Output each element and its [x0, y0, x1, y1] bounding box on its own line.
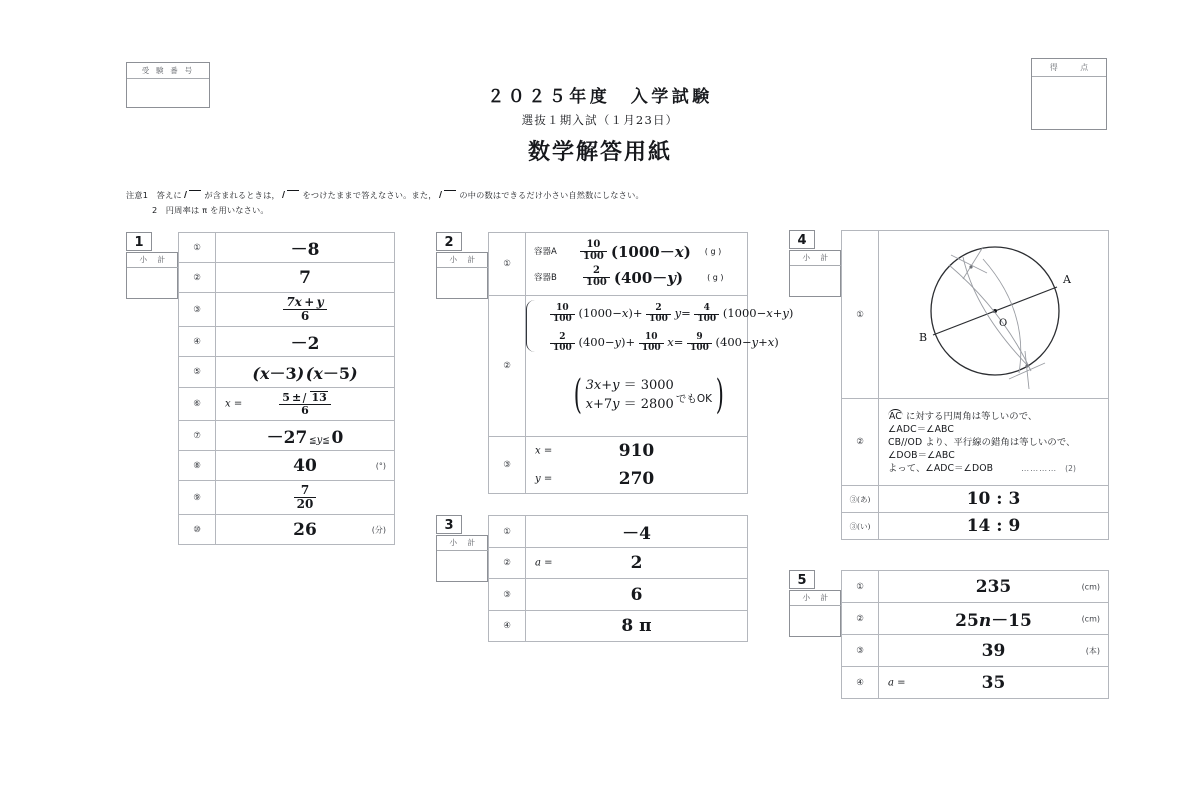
note-1-end: の中の数はできるだけ小さい自然数にしなさい。: [459, 190, 644, 200]
block-4-tag-group: [789, 230, 841, 297]
row-no: ③: [489, 579, 526, 611]
row-no: ⑨: [179, 481, 216, 515]
container-b-line: [534, 264, 747, 290]
row-value[interactable]: [879, 667, 1109, 699]
fraction: $\frac{2}{100}$: [583, 266, 610, 289]
block-3-number: 3: [436, 515, 462, 534]
row-no: ①: [489, 233, 526, 296]
row-no: ②: [489, 296, 526, 437]
table-row[interactable]: [179, 263, 395, 293]
block-1-number: 1: [126, 232, 152, 251]
row-value[interactable]: [216, 481, 395, 515]
row-value[interactable]: －8: [216, 233, 395, 263]
row-value-text: 35: [981, 672, 1006, 693]
row-value-text: 39: [981, 640, 1006, 661]
block-2-tag-group: [436, 232, 488, 299]
label-o: O: [999, 318, 1008, 329]
row-value-text: 26: [293, 519, 317, 540]
block-2-subtotal[interactable]: [436, 252, 488, 299]
equation-system: [526, 296, 794, 436]
note-line-1: [126, 189, 644, 201]
fraction: $\frac{7x + y}{6}$: [283, 296, 326, 323]
table-row[interactable]: [842, 667, 1109, 699]
row-no: ⑥: [179, 388, 216, 421]
fraction: $\frac{2}{100}$: [646, 304, 671, 324]
container-a-expr: (1000－x): [610, 242, 691, 261]
block-1-table: [178, 232, 395, 545]
table-row[interactable]: [179, 388, 395, 421]
fraction: $\frac{10}{100}$: [550, 304, 575, 324]
container-a-line: [534, 238, 747, 264]
table-row[interactable]: [842, 486, 1109, 513]
score-label: 得 点: [1032, 59, 1106, 77]
row-value[interactable]: [526, 233, 748, 296]
row-unit: (本): [1085, 646, 1100, 655]
table-row[interactable]: [489, 233, 748, 296]
label-b: B: [919, 331, 928, 344]
block-4-subtotal[interactable]: [789, 250, 841, 297]
row-value[interactable]: 10 : 3: [879, 486, 1109, 513]
block-5-number: 5: [789, 570, 815, 589]
subtotal-value[interactable]: [790, 266, 842, 296]
y-value: 270: [618, 469, 655, 489]
row-value-text: 235: [975, 576, 1012, 597]
y-answer-line[interactable]: [526, 465, 747, 493]
row-no: ②: [179, 263, 216, 293]
container-b-expr: (400－y): [613, 268, 684, 287]
container-a-unit: ( g ): [704, 246, 722, 256]
subtotal-value[interactable]: [790, 606, 842, 636]
row-value[interactable]: [216, 515, 395, 545]
row-no: ②: [842, 399, 879, 486]
block-4-table: [841, 230, 1109, 540]
row-unit: (cm): [1081, 614, 1100, 623]
row-no: ⑩: [179, 515, 216, 545]
row-unit: (°): [375, 461, 386, 470]
row-value-text: 2: [630, 553, 643, 573]
table-row[interactable]: [179, 451, 395, 481]
paren-open-icon: (: [573, 372, 582, 419]
row-value[interactable]: (x－3) (x－5): [216, 357, 395, 388]
equation-1: $\frac{10}{100}$ (1000−x)+ $\frac{2}{100}$ y= $\frac{4}{100}$ (1000−x+y): [550, 304, 747, 324]
table-row[interactable]: [489, 296, 748, 437]
table-row[interactable]: [842, 635, 1109, 667]
row-lhs: x =: [225, 398, 243, 410]
row-lhs: a =: [888, 677, 906, 688]
y-label: y =: [535, 473, 553, 485]
row-value[interactable]: [879, 635, 1109, 667]
row-value[interactable]: [879, 571, 1109, 603]
fraction: $\frac{5 \pm 13}{6}$: [279, 391, 331, 417]
row-no: ⑦: [179, 421, 216, 451]
radical-icon: [185, 189, 202, 199]
row-no: ③: [179, 293, 216, 327]
alt-note: でもOK: [675, 392, 712, 405]
radical-icon: [283, 189, 300, 199]
container-a-label: 容器A: [534, 247, 557, 257]
proof-dots: …………: [1021, 464, 1058, 474]
row-value[interactable]: －2: [216, 327, 395, 357]
left-brace-icon: [526, 300, 538, 352]
label-a: A: [1063, 273, 1071, 286]
subtotal-value[interactable]: [437, 551, 489, 581]
arc-ac-label: AC: [889, 410, 902, 422]
alt-equations-text: [586, 376, 674, 415]
fraction: $\frac{2}{100}$: [550, 333, 575, 353]
x-label: x =: [535, 445, 553, 457]
row-no: ①: [179, 233, 216, 263]
proof-line-2: ∠ADC＝∠ABC: [888, 423, 954, 435]
block-3-subtotal[interactable]: [436, 535, 488, 582]
row-unit: (分): [371, 525, 386, 534]
row-unit: (cm): [1081, 582, 1100, 591]
container-b-unit: ( g ): [707, 272, 724, 282]
note-1-mid1: が含まれるときは，: [204, 190, 280, 200]
row-value[interactable]: 6: [526, 579, 748, 611]
row-no: ③(あ): [842, 486, 879, 513]
row-no: ①: [842, 231, 879, 399]
alt-equation-2: x+7y ＝ 2800: [585, 397, 674, 413]
alt-equation-1: 3x+y ＝ 3000: [585, 377, 674, 393]
table-row[interactable]: [842, 603, 1109, 635]
row-value[interactable]: 14 : 9: [879, 513, 1109, 540]
x-answer-line[interactable]: [526, 437, 747, 465]
circle-figure-cell[interactable]: [879, 231, 1109, 399]
row-value[interactable]: 7: [216, 263, 395, 293]
row-no: ⑧: [179, 451, 216, 481]
block-5-subtotal[interactable]: [789, 590, 841, 637]
alternative-equations: [570, 372, 747, 419]
note-1-pre: 注意1 答えに: [126, 190, 182, 200]
row-no: ③: [489, 437, 526, 494]
proof-line-3: CB//OD より、平行線の錯角は等しいので、: [888, 436, 1076, 448]
page-title-year: ２０２５年度 入学試験: [487, 87, 713, 107]
x-value: 910: [618, 441, 655, 461]
block-2-table: [488, 232, 794, 494]
block-2-number: 2: [436, 232, 462, 251]
page-title: 数学解答用紙: [527, 139, 672, 165]
table-row[interactable]: [179, 515, 395, 545]
row-value[interactable]: [216, 451, 395, 481]
row-no: ③: [842, 635, 879, 667]
row-no: ①: [842, 571, 879, 603]
row-value[interactable]: [526, 548, 748, 579]
block-5-tag-group: [789, 570, 841, 637]
table-row[interactable]: [179, 293, 395, 327]
row-no: ②: [842, 603, 879, 635]
block-1-tag-group: [126, 232, 178, 299]
fraction: $\frac{10}{100}$: [580, 240, 607, 263]
row-value[interactable]: [216, 293, 395, 327]
row-no: ⑤: [179, 357, 216, 388]
note-line-2: 2 円周率は π を用いなさい。: [152, 205, 269, 215]
row-no: ①: [489, 516, 526, 548]
table-row[interactable]: [179, 327, 395, 357]
subtotal-value[interactable]: [127, 268, 179, 298]
block-5-table: [841, 570, 1109, 699]
subtotal-label: 小 計: [790, 251, 842, 266]
table-row[interactable]: [842, 231, 1109, 399]
row-no: ④: [489, 611, 526, 642]
fraction: $\frac{10}{100}$: [639, 333, 664, 353]
row-no: ②: [489, 548, 526, 579]
row-value[interactable]: －4: [526, 516, 748, 548]
subtotal-label: 小 計: [790, 591, 842, 606]
proof-line-1-text: に対する円周角は等しいので、: [902, 410, 1038, 422]
table-row[interactable]: [489, 548, 748, 579]
proof-line-5: [888, 462, 1108, 475]
table-row[interactable]: [179, 421, 395, 451]
row-value[interactable]: 8 π: [526, 611, 748, 642]
equation-2: $\frac{2}{100}$ (400−y)+ $\frac{10}{100}$ x= $\frac{9}{100}$ (400−y+x): [550, 333, 747, 353]
page-subtitle: 選抜１期入試（１月23日）: [521, 113, 679, 127]
fraction: $\frac{4}{100}$: [694, 304, 719, 324]
subtotal-value[interactable]: [437, 268, 489, 298]
row-value[interactable]: [879, 603, 1109, 635]
subtotal-label: 小 計: [437, 253, 489, 268]
table-row[interactable]: [489, 579, 748, 611]
subtotal-label: 小 計: [437, 536, 489, 551]
row-value[interactable]: [526, 437, 748, 494]
proof-line-5-text: よって、∠ADC＝∠DOB: [888, 463, 994, 475]
block-1-subtotal[interactable]: [126, 252, 178, 299]
radical-icon: [440, 189, 457, 199]
table-row[interactable]: [179, 481, 395, 515]
proof-cell[interactable]: [879, 399, 1109, 486]
row-value[interactable]: [526, 296, 794, 437]
row-value[interactable]: [216, 388, 395, 421]
subtotal-label: 小 計: [127, 253, 179, 268]
paren-close-icon: ): [715, 372, 724, 419]
row-no: ④: [842, 667, 879, 699]
fraction: $\frac{9}{100}$: [687, 333, 712, 353]
row-value[interactable]: －27 ≦y≦ 0: [216, 421, 395, 451]
circle-diagram: [879, 231, 1111, 394]
note-1-mid2: をつけたままで答えなさい。また，: [302, 190, 437, 200]
table-row[interactable]: [489, 611, 748, 642]
table-row[interactable]: [489, 516, 748, 548]
block-3-table: [488, 515, 748, 642]
container-b-label: 容器B: [534, 273, 557, 283]
table-row[interactable]: [179, 233, 395, 263]
examinee-number-label: 受 験 番 号: [127, 63, 209, 79]
table-row[interactable]: [842, 571, 1109, 603]
row-value-text: 25n－15: [955, 611, 1032, 631]
block-4-number: 4: [789, 230, 815, 249]
row-value-text: 40: [293, 455, 317, 476]
row-no: ③(い): [842, 513, 879, 540]
block-3-tag-group: [436, 515, 488, 582]
proof-line-1: [888, 409, 1108, 423]
table-row[interactable]: [179, 357, 395, 388]
proof-line-4: ∠DOB＝∠ABC: [888, 450, 955, 462]
table-row[interactable]: [842, 399, 1109, 486]
row-lhs: a =: [535, 557, 553, 569]
table-row[interactable]: [489, 437, 748, 494]
fraction: $\frac{7}{20}$: [294, 484, 317, 511]
proof-mark: (2): [1065, 464, 1077, 474]
row-no: ④: [179, 327, 216, 357]
table-row[interactable]: [842, 513, 1109, 540]
